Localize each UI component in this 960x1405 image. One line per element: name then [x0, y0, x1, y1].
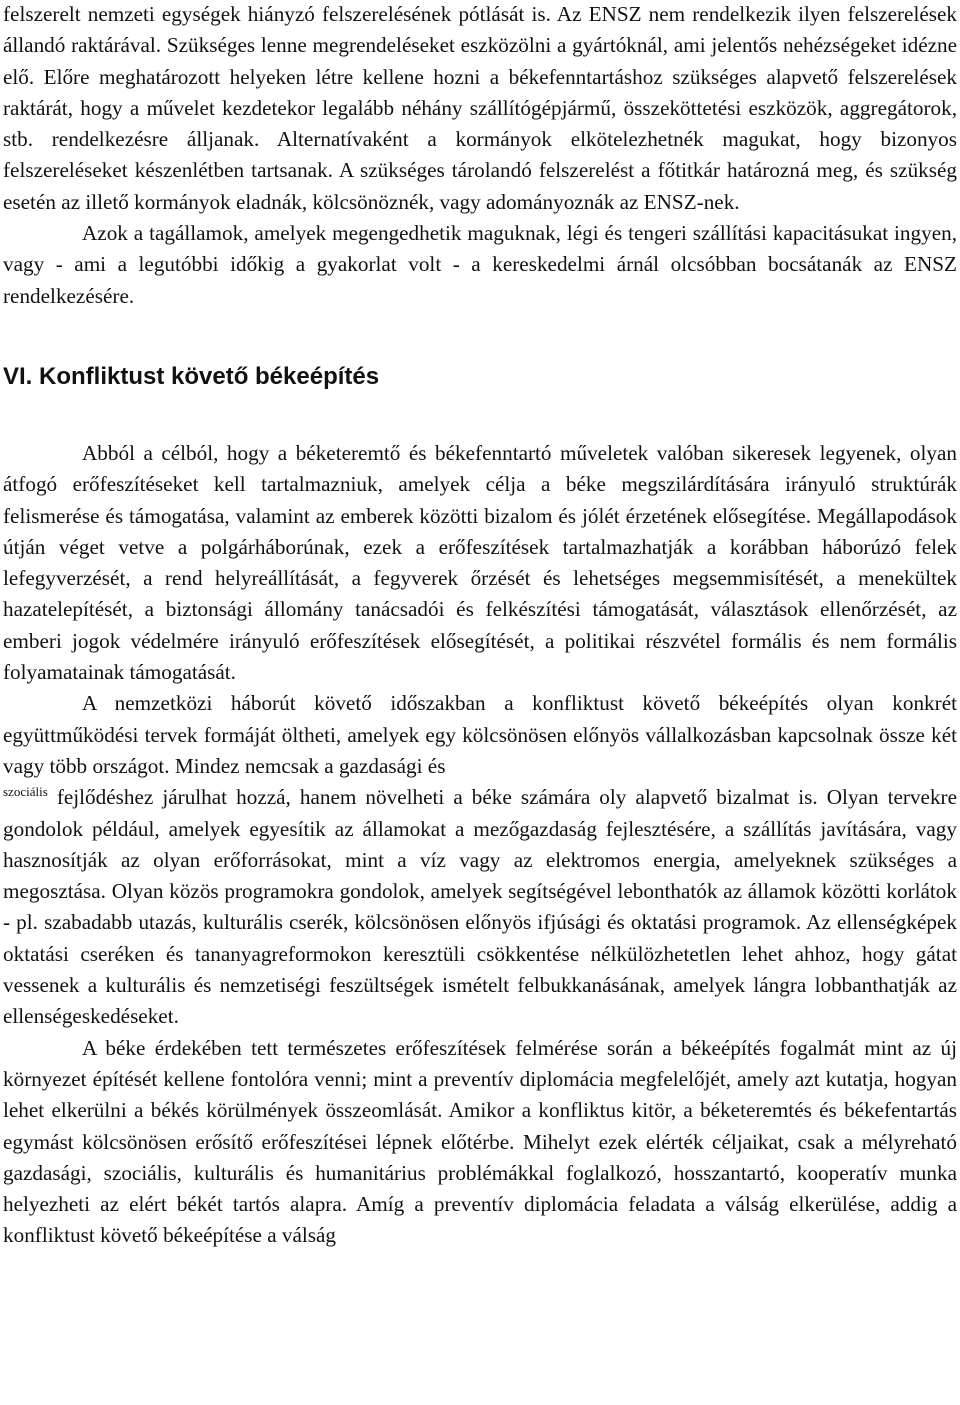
paragraph-cooperation-projects [3, 688, 957, 1032]
superscript-word: szociális [3, 784, 48, 800]
paragraph-peacebuilding-efforts: Abból a célból, hogy a béketeremtő és békefenntartó műveletek valóban sikeresek legyenek, olyan átfogó erőfeszítéseket kell tartalmazniuk, amelyek célja a béke megszilárdítására irányuló struktúrák felismerése és támogatása, valamint az emberek közötti bizalom és jólét érzetének elősegítése. Megállapodások útján véget vetve a polgárháborúnak, ezek a erőfeszítések tartalmazhatják a korábban háborúzó felek lefegyverzését, a rend helyreállítását, a fegyverek őrzését és lehetséges megsemmisítését, a menekültek hazatelepítését, a biztonsági állomány tanácsadói és felkészítési támogatását, választások ellenőrzését, az emberi jogok védelmére irányuló erőfeszítések elősegítését, a politikai részvétel formális és nem formális folyamatainak támogatását. [3, 440, 957, 685]
paragraph-text: fejlődéshez járulhat hozzá, hanem növelheti a béke számára oly alapvető bizalmat is. Olyan tervekre gondolok például, amelyek egyesítik az államokat a mezőgazdaság fejlesztésére, a szállítás javítására, vagy hasznosítják az olyan erőforrásokat, mint a víz vagy az elektromos energia, amelyeknek szükséges a megosztása. Olyan közös programokra gondolok, amelyek segítségével lebonthatók az államok közötti korlátok - pl. szabadabb utazás, kulturális cserék, kölcsönösen előnyös ifjúsági és oktatási programok. Az ellenségképek oktatási cseréken és tananyagreformokon keresztüli csökkentése nélkülözhetetlen lehet ahhoz, hogy gátat vessenek a kulturális és nemzetiségi feszültségek ismételt felbukkanásának, amelyek lángra lobbanthatják az ellenségeskedéseket. [3, 785, 957, 1029]
section-heading: VI. Konfliktust követő békeépítés [3, 362, 380, 390]
document-page [3, 0, 957, 1252]
paragraph-new-environment: A béke érdekében tett természetes erőfeszítések felmérése során a békeépítés fogalmát mint az új környezet építését kellene fontolóra venni; mint a preventív diplomácia megfelelőjét, amely azt kutatja, hogyan lehet elkerülni a békés körülmények összeomlását. Amikor a konfliktus kitör, a béketeremtés és békefentartás egymást kölcsönösen erősítő erőfeszítései lépnek előtérbe. Mihelyt ezek elérték céljaikat, csak a mélyreható gazdasági, szociális, kulturális és humanitárius problémákkal foglalkozó, hosszantartó, kooperatív munka helyezheti az elért békét tartós alapra. Amíg a preventív diplomácia feladata a válság elkerülése, addig a konfliktust követő békeépítése a válság [3, 1035, 957, 1248]
paragraph-equipment-storage: felszerelt nemzeti egységek hiányzó felszerelésének pótlását is. Az ENSZ nem rendelkezik ilyen felszerelések állandó raktárával. Szükséges lenne megrendeléseket eszközölni a gyártóknál, ami jelentős nehézségeket idézne elő. Előre meghatározott helyeken létre kellene hozni a békefenntartáshoz szükséges alapvető felszerelések raktárát, hogy a művelet kezdetekor legalább néhány szállítógépjármű, összeköttetési eszközök, aggregátorok, stb. rendelkezésre álljanak. Alternatívaként a kormányok elkötelezhetnék magukat, hogy bizonyos felszereléseket készenlétben tartsanak. A szükséges tárolandó felszerelést a főtitkár határozná meg, és szükség esetén az illető kormányok eladnák, kölcsönöznék, vagy adományoznák az ENSZ-nek. [3, 2, 957, 214]
spacer [3, 392, 957, 438]
paragraph-text: A nemzetközi háborút követő időszakban a konfliktust követő békeépítés olyan konkrét együttműködési tervek formáját öltheti, amelyek egy kölcsönösen előnyös vállalkozásban kapcsolnak össze két vagy több országot. Mindez nemcsak a gazdasági és [3, 691, 957, 778]
spacer [3, 312, 957, 362]
paragraph-transport-capacity: Azok a tagállamok, amelyek megengedhetik maguknak, légi és tengeri szállítási kapacitásukat ingyen, vagy - ami a legutóbbi időkig a gyakorlat volt - a kereskedelmi árnál olcsóbban bocsátanák az ENSZ rendelkezésére. [3, 221, 957, 308]
